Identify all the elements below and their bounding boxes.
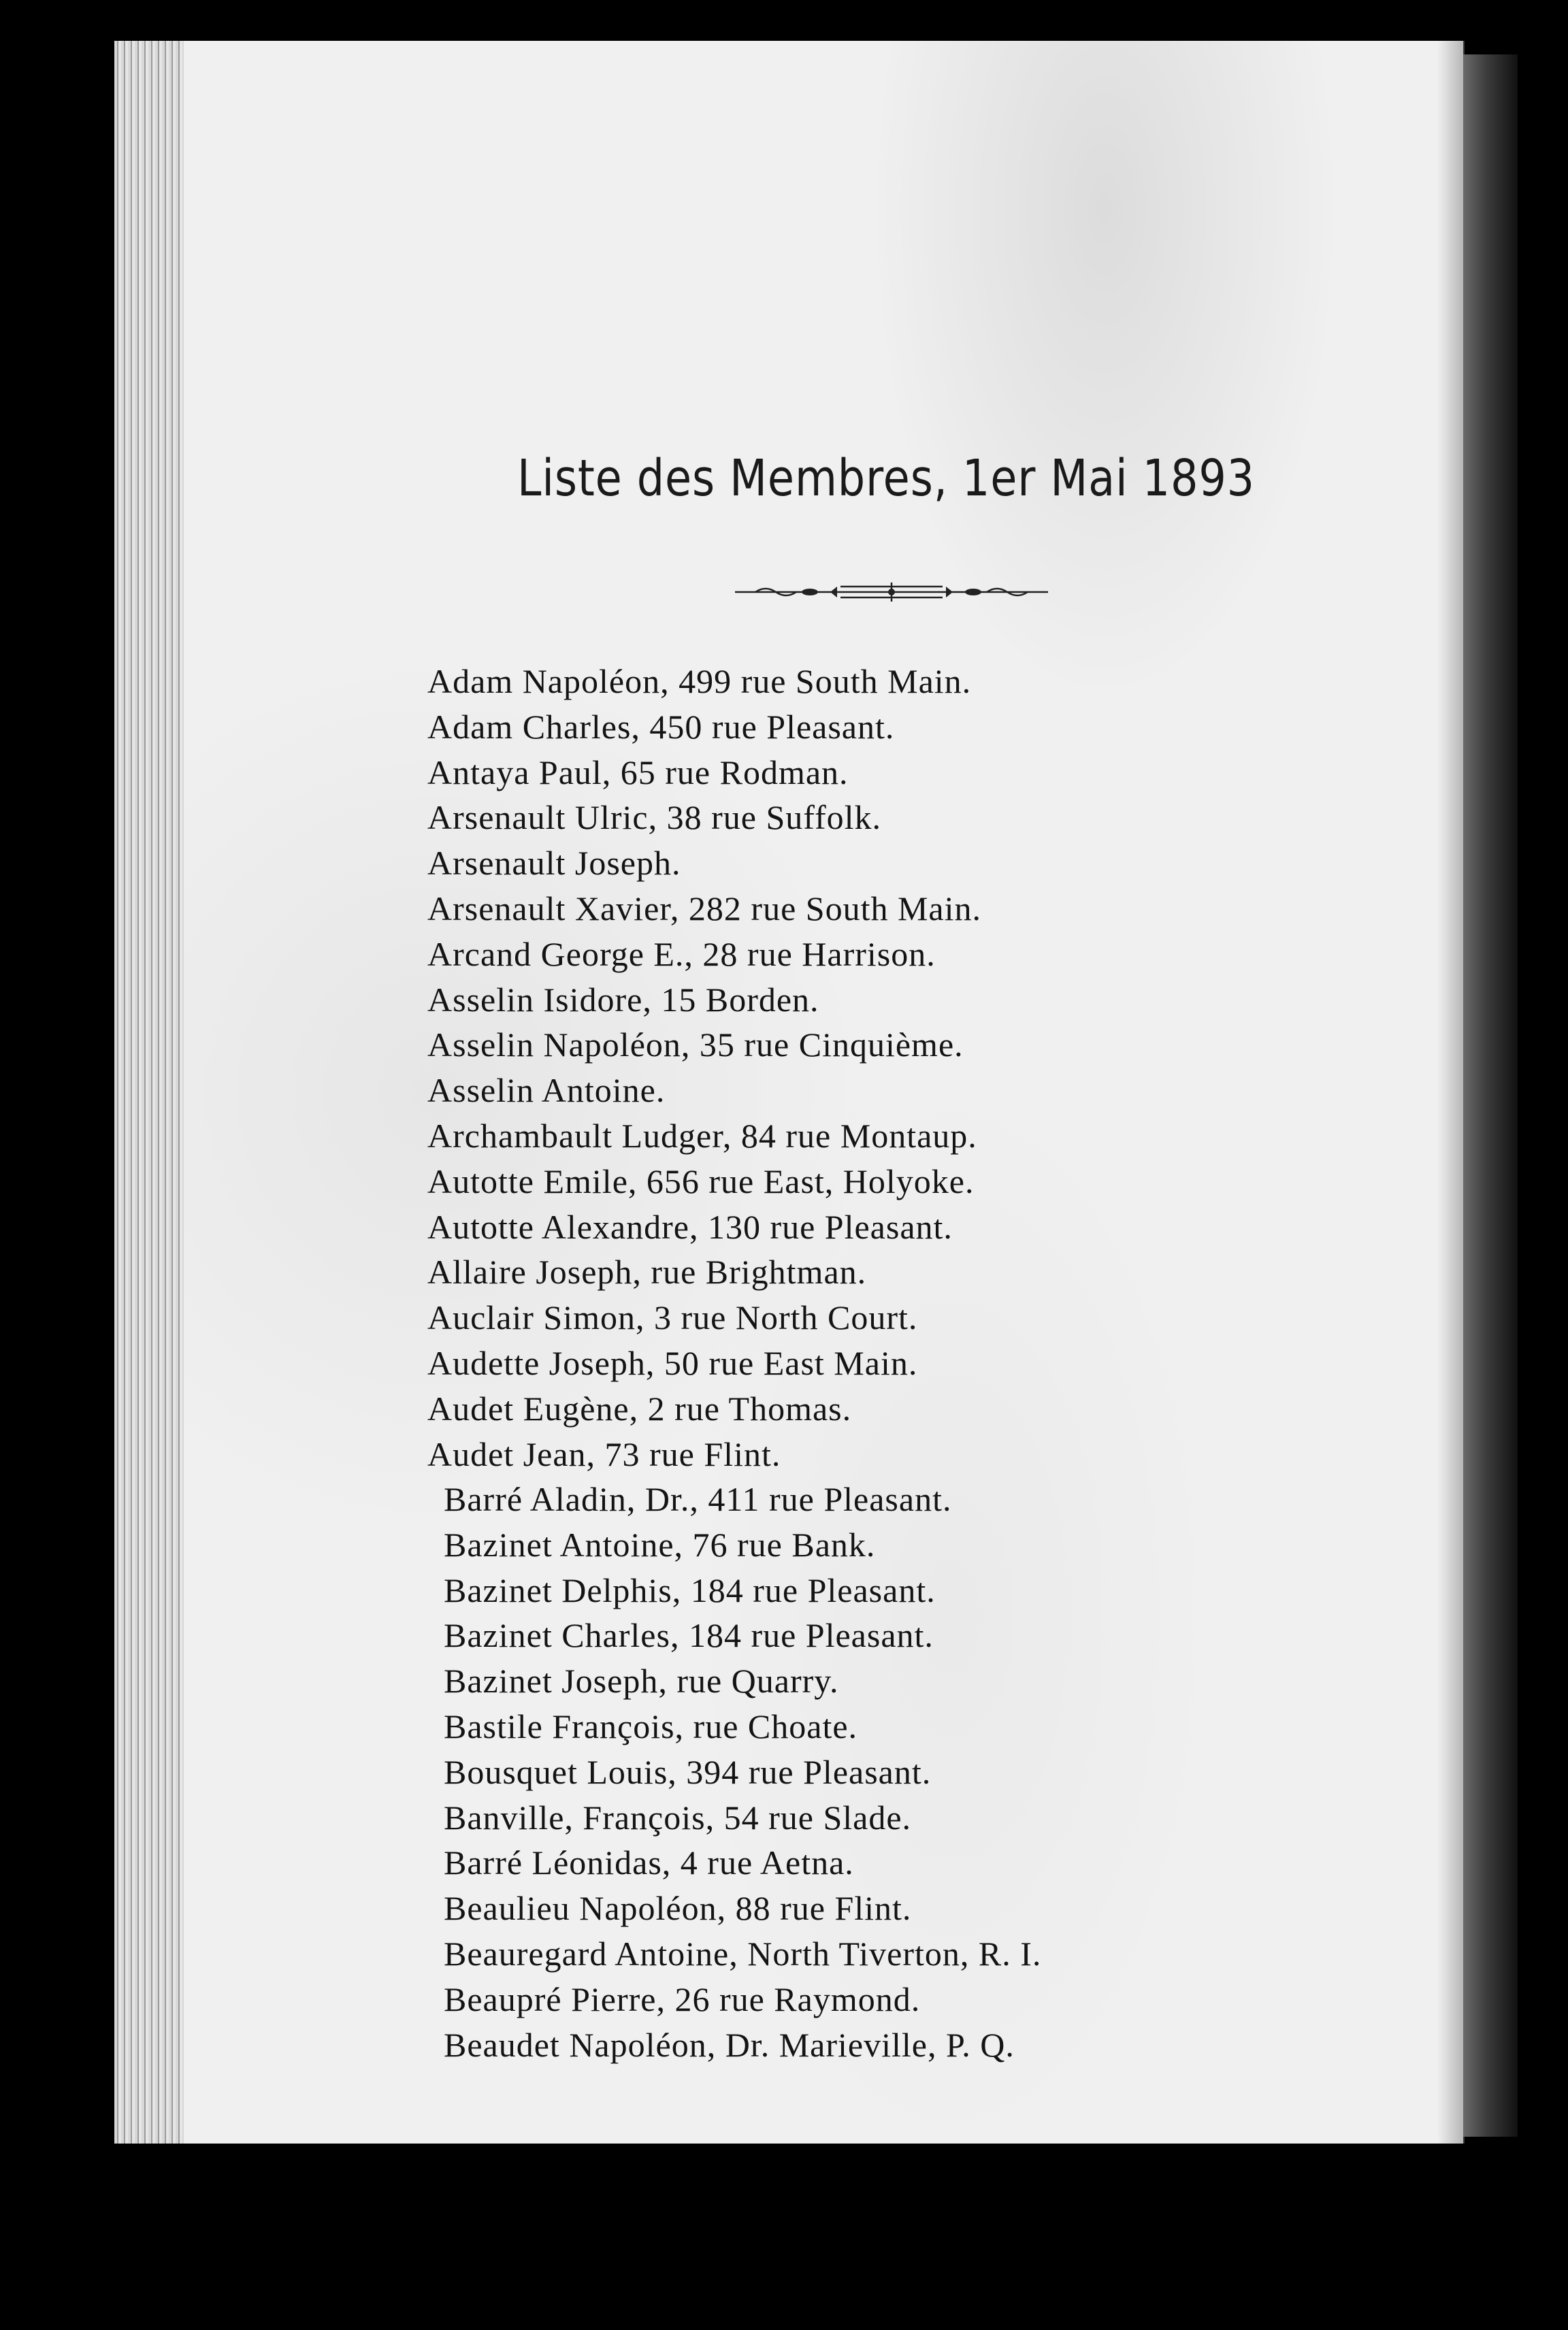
member-entry: Archambault Ludger, 84 rue Montaup. (427, 1116, 977, 1155)
member-entry: Barré Léonidas, 4 rue Aetna. (444, 1843, 854, 1882)
member-entry: Asselin Antoine. (427, 1071, 666, 1110)
member-entry: Audette Joseph, 50 rue East Main. (427, 1343, 918, 1382)
member-entry: Antaya Paul, 65 rue Rodman. (427, 753, 849, 791)
member-entry: Bazinet Delphis, 184 rue Pleasant. (444, 1571, 936, 1609)
gutter-shadow (1437, 41, 1465, 2144)
member-entry: Barré Aladin, Dr., 411 rue Pleasant. (444, 1480, 952, 1518)
member-entry: Arsenault Ulric, 38 rue Suffolk. (427, 798, 882, 837)
member-entry: Bazinet Charles, 184 rue Pleasant. (444, 1616, 934, 1655)
member-entry: Audet Jean, 73 rue Flint. (427, 1434, 781, 1473)
member-list-b (444, 1477, 1041, 2067)
decorative-divider-icon (728, 578, 1055, 606)
member-entry: Bousquet Louis, 394 rue Pleasant. (444, 1752, 932, 1791)
member-entry: Beaupré Pierre, 26 rue Raymond. (444, 1980, 921, 2018)
member-entry: Auclair Simon, 3 rue North Court. (427, 1298, 918, 1337)
member-entry: Autotte Emile, 656 rue East, Holyoke. (427, 1162, 975, 1200)
member-entry: Allaire Joseph, rue Brightman. (427, 1253, 867, 1292)
member-entry: Asselin Napoléon, 35 rue Cinquième. (427, 1025, 964, 1064)
member-list-a (427, 659, 981, 1477)
member-entry: Bazinet Antoine, 76 rue Bank. (444, 1525, 876, 1564)
binding-shadow (1463, 54, 1518, 2137)
member-entry: Beaulieu Napoléon, 88 rue Flint. (444, 1889, 912, 1928)
page-title: Liste des Membres, 1er Mai 1893 (517, 449, 1256, 508)
member-entry: Banville, François, 54 rue Slade. (444, 1798, 912, 1837)
member-entry: Beaudet Napoléon, Dr. Marieville, P. Q. (444, 2025, 1015, 2064)
member-entry: Arsenault Xavier, 282 rue South Main. (427, 889, 982, 928)
member-entry: Adam Charles, 450 rue Pleasant. (427, 707, 895, 746)
member-entry: Audet Eugène, 2 rue Thomas. (427, 1389, 852, 1428)
member-entry: Bazinet Joseph, rue Quarry. (444, 1662, 839, 1701)
member-entry: Autotte Alexandre, 130 rue Pleasant. (427, 1207, 953, 1246)
member-entry: Asselin Isidore, 15 Borden. (427, 980, 819, 1019)
member-entry: Arcand George E., 28 rue Harrison. (427, 934, 936, 973)
member-entry: Beauregard Antoine, North Tiverton, R. I. (444, 1934, 1042, 1973)
member-entry: Bastile François, rue Choate. (444, 1707, 858, 1745)
member-entry: Adam Napoléon, 499 rue South Main. (427, 662, 972, 700)
member-entry: Arsenault Joseph. (427, 844, 681, 883)
